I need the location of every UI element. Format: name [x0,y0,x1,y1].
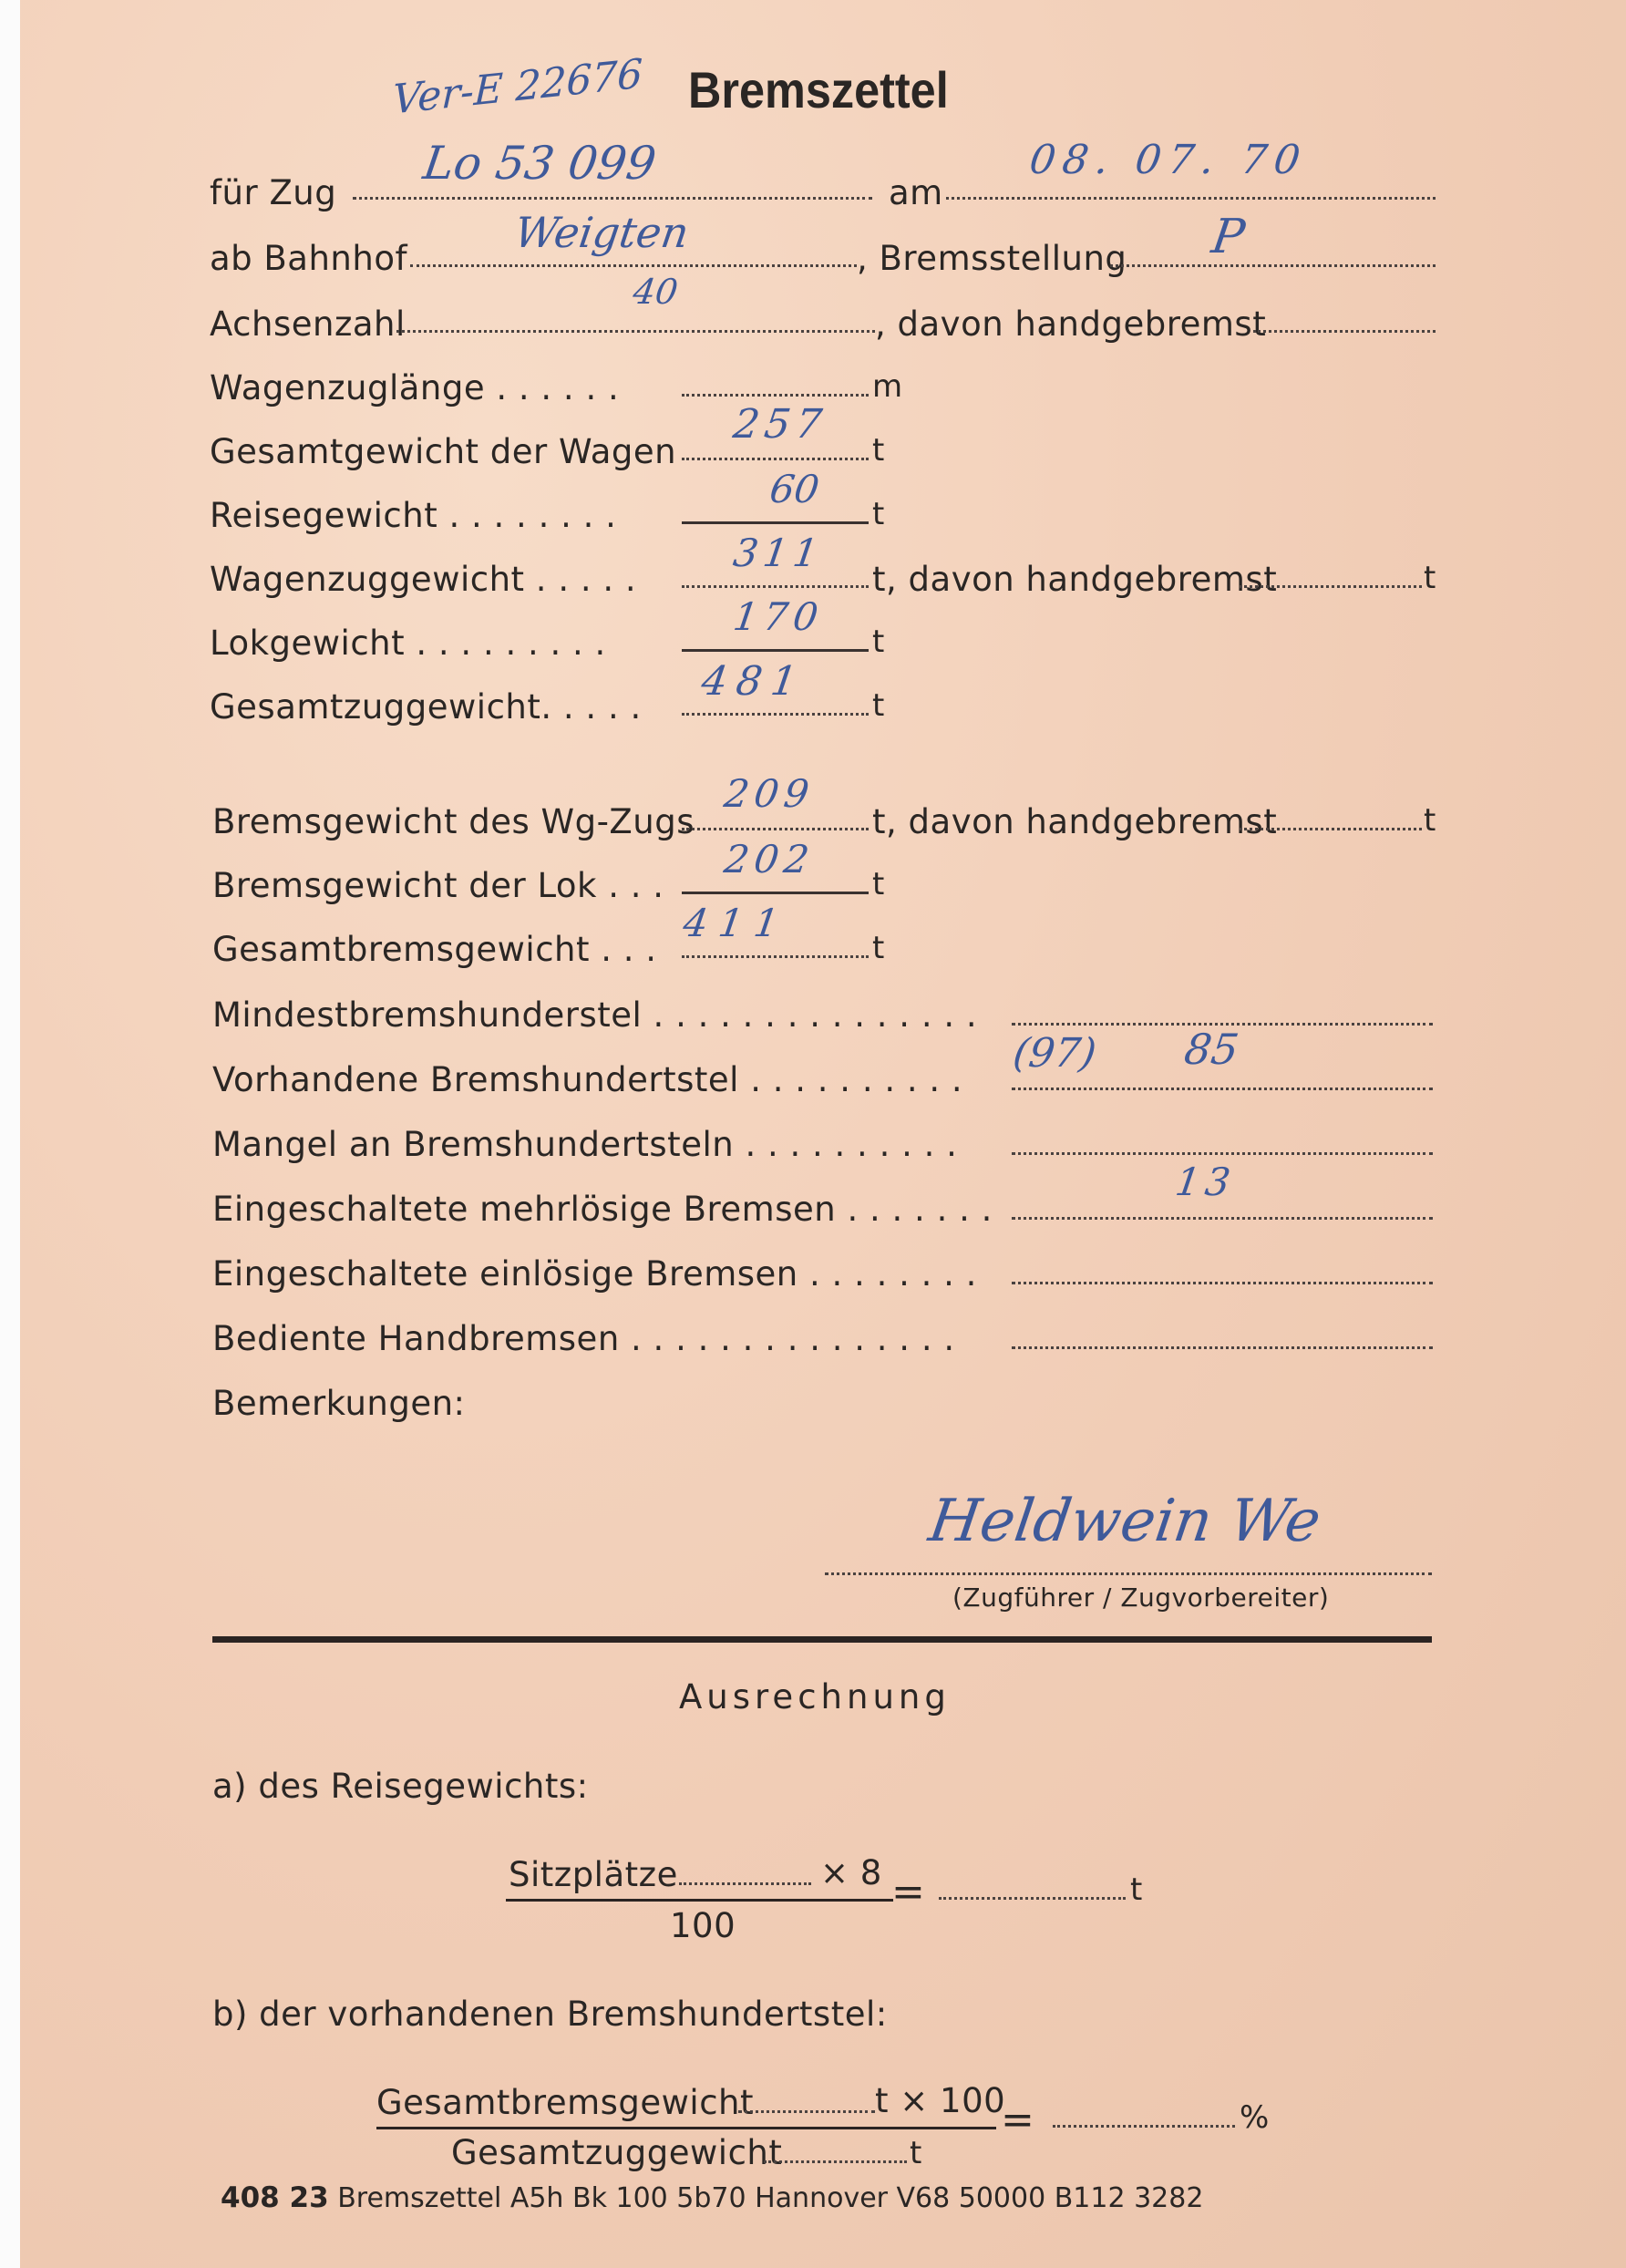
handwritten-bremsstellung: P [1208,210,1249,264]
form-number: 408 23 [221,2181,329,2214]
formula-b-percent: % [1240,2099,1270,2136]
unit-t-5: t [872,687,885,724]
field-line-bahnhof [410,264,857,267]
formula-b-zuggewicht-line [764,2160,907,2163]
handwritten-bahnhof: Weigten [511,208,693,257]
handwritten-reisegewicht: 60 [767,467,822,511]
field-line-reisegewicht [682,521,869,524]
field-line-zug [353,197,872,200]
formula-a-times: × 8 [820,1853,882,1892]
formula-a-denominator: 100 [670,1906,736,1945]
handwritten-lokgewicht: 170 [730,594,827,639]
field-line-wagenzug-handgebremst [1240,585,1422,588]
formula-a-result-line [939,1897,1126,1900]
field-line-mehrloesige [1012,1217,1433,1220]
formula-b-numerator: Gesamtbremsgewicht [376,2083,754,2122]
formula-a-fraction-bar [506,1899,893,1902]
formula-b-fraction-bar [376,2127,996,2129]
label-vorhandene: Vorhandene Bremshundertstel . . . . . . . . . . [212,1060,963,1099]
form-title: Bremszettel [688,61,949,119]
field-line-handbremsen [1012,1346,1433,1349]
handwritten-achsenzahl: 40 [630,272,681,312]
ausrechnung-b-label: b) der vorhandenen Bremshundertstel: [212,1995,888,2034]
unit-t-1: t [872,432,885,469]
label-mangel: Mangel an Bremshundertsteln . . . . . . . . . . [212,1125,958,1164]
label-davon-handgebremst-1: , davon handgebremst [875,304,1267,344]
signature-caption: (Zugführer / Zugvorbereiter) [952,1582,1330,1613]
handwritten-gesamtgewicht-wagen: 257 [730,401,830,448]
field-line-gesamtbremsgewicht [682,955,869,958]
handwritten-gesamtzuggewicht: 481 [698,658,809,705]
label-achsenzahl: Achsenzahl [210,304,406,344]
formula-b-equals: = [1001,2097,1034,2143]
label-wagenzuglaenge: Wagenzuglänge . . . . . . [210,368,620,407]
formula-b-bremsgewicht-line [738,2110,875,2113]
field-line-gesamtzuggewicht [682,713,869,716]
formula-b-denominator: Gesamtzuggewicht [451,2133,783,2172]
handwritten-vorhandene: 85 [1181,1025,1242,1074]
unit-m: m [872,368,903,405]
unit-t-2: t [872,496,885,532]
ausrechnung-heading: Ausrechnung [679,1677,951,1716]
handwritten-gesamtbremsgewicht: 411 [680,901,793,945]
field-line-vorhandene [1012,1088,1433,1090]
formula-b-times: t × 100 [875,2081,1006,2120]
field-line-achsen-handgebremst [1253,330,1436,333]
handwritten-bremsgewicht-lok: 202 [721,837,818,881]
field-line-lokgewicht [682,649,869,652]
handwritten-datum: 08. 07. 70 [1026,137,1311,183]
label-einloesige: Eingeschaltete einlösige Bremsen . . . . . . . . [212,1254,977,1294]
label-lokgewicht: Lokgewicht . . . . . . . . . [210,624,606,663]
label-gesamtbremsgewicht: Gesamtbremsgewicht . . . [212,930,657,969]
field-line-gesamtgewicht-wagen [682,458,869,460]
unit-t-6: t [1424,802,1436,839]
label-am: am [889,173,943,212]
handwritten-zug: Lo 53 099 [419,137,660,190]
field-line-wagenzuglaenge [682,394,869,397]
footer-print-info: Bremszettel A5h Bk 100 5b70 Hannover V68 50000 B112 3282 [337,2182,1204,2214]
field-line-bremsstellung [1110,264,1436,267]
formula-a-sitzplaetze-line [679,1882,811,1885]
handwritten-wagenzuggewicht: 311 [730,531,827,575]
label-handbremsen: Bediente Handbremsen . . . . . . . . . . . . . . . [212,1319,955,1358]
scan-edge [0,0,20,2268]
field-line-achsenzahl [396,330,875,333]
formula-a-equals: = [891,1869,925,1915]
unit-t-3: t [1424,560,1436,596]
label-bremsgewicht-wg: Bremsgewicht des Wg-Zugs [212,802,695,841]
label-gesamtzuggewicht: Gesamtzuggewicht. . . . . [210,687,642,727]
signature-line [825,1572,1432,1575]
label-wagenzuggewicht: Wagenzuggewicht . . . . . [210,560,637,599]
unit-t-4: t [872,624,885,660]
field-line-bremsgewicht-wg [682,828,869,830]
handwritten-mehrloesige: 13 [1172,1160,1239,1204]
formula-a-unit-t: t [1130,1871,1143,1908]
field-line-wagenzuggewicht [682,585,869,588]
section-divider [212,1636,1432,1643]
handwritten-bremsgewicht-wg: 209 [721,771,818,816]
label-bemerkungen: Bemerkungen: [212,1384,466,1423]
field-line-einloesige [1012,1282,1433,1284]
label-bremsgewicht-lok: Bremsgewicht der Lok . . . [212,866,664,905]
field-line-bremsgewicht-handgebremst [1240,828,1422,830]
form-footer [221,2181,1203,2214]
label-t-davon-1: t, davon handgebremst [872,560,1278,599]
field-line-am [946,197,1436,200]
unit-t-8: t [872,930,885,966]
unit-t-7: t [872,866,885,902]
label-fuer-zug: für Zug [210,173,337,212]
handwritten-ver-number: Ver-E 22676 [391,50,643,124]
field-line-mangel [1012,1152,1433,1155]
label-mehrloesige: Eingeschaltete mehrlösige Bremsen . . . . . . . [212,1190,993,1229]
formula-b-result-line [1053,2125,1235,2128]
formula-b-unit-t: t [910,2135,922,2171]
field-line-bremsgewicht-lok [682,892,869,894]
label-mindestbremshunderstel: Mindestbremshunderstel . . . . . . . . . . . . . . . [212,995,978,1035]
label-t-davon-2: t, davon handgebremst [872,802,1278,841]
handwritten-vorhandene-alt: (97) [1010,1030,1099,1077]
label-reisegewicht: Reisegewicht . . . . . . . . [210,496,617,535]
handwritten-signature: Heldwein We [924,1488,1325,1555]
label-ab-bahnhof: ab Bahnhof [210,239,407,278]
label-bremsstellung: , Bremsstellung [857,239,1127,278]
formula-a-numerator: Sitzplätze [509,1855,678,1894]
label-gesamtgewicht-wagen: Gesamtgewicht der Wagen [210,432,677,471]
ausrechnung-a-label: a) des Reisegewichts: [212,1767,589,1806]
